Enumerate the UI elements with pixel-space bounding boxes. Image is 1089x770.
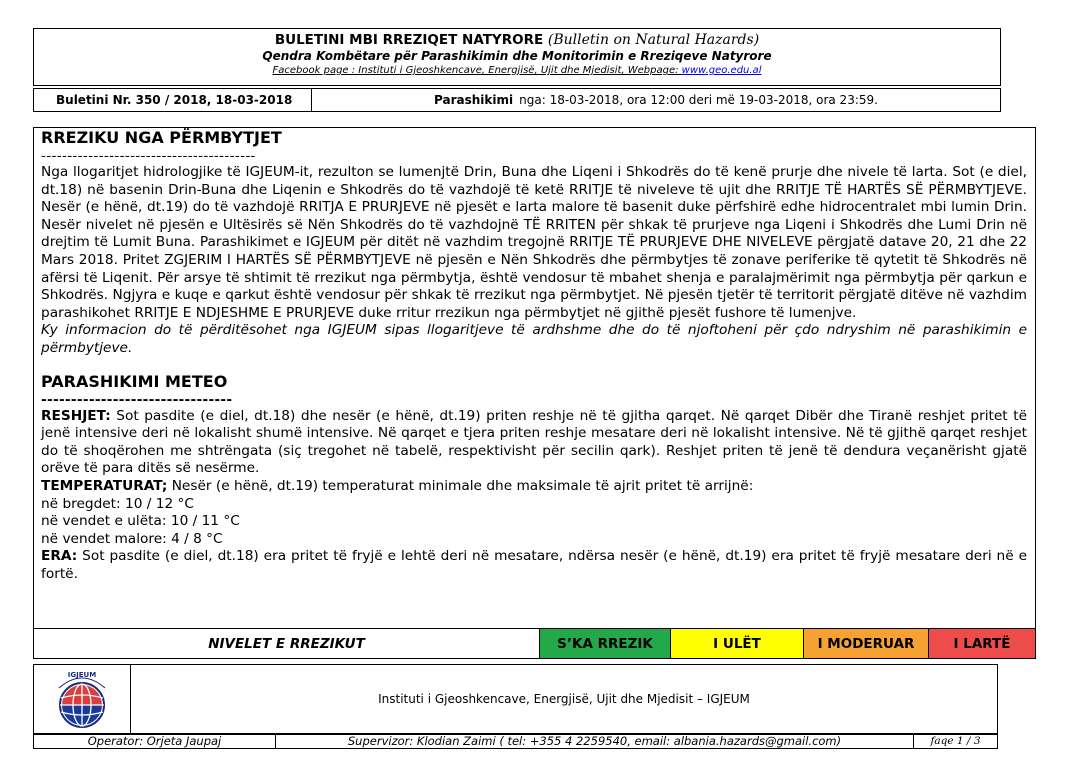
risk-level-moderate: I MODERUAR bbox=[803, 629, 928, 658]
links-line bbox=[34, 64, 1000, 77]
risk-level-none: S’KA RREZIK bbox=[539, 629, 670, 658]
page-number: faqe 1 / 3 bbox=[930, 735, 981, 747]
bulletin-header bbox=[33, 28, 1001, 86]
header-title-line bbox=[34, 32, 1000, 49]
rain-label: RESHJET: bbox=[41, 407, 111, 424]
temp-lowlands: në vendet e ulëta: 10 / 11 °C bbox=[41, 513, 240, 530]
forecast-period: nga: 18-03-2018, ora 12:00 deri më 19-03-2018, ora 23:59. bbox=[519, 93, 878, 107]
risk-levels-legend bbox=[33, 628, 1036, 659]
webpage-link[interactable]: www.geo.edu.al bbox=[681, 65, 762, 76]
wind-forecast bbox=[41, 548, 1027, 583]
forecast-period-cell bbox=[312, 89, 1000, 111]
flood-risk-text: Nga llogaritjet hidrologjike të IGJEUM-it, rezulton se lumenjtë Drin, Buna dhe Liqeni i Shkodrës do të kenë prurje dhe nivele të larta. Sot (e diel, dt.18) në basenin Drin-Buna dhe Liqenin e Shkodrës do të vazhdojë të ketë RRITJE të niveleve të ujit dhe RRITJE TË HARTËS SË PËRMBYTJEVE. Nesër (e hënë, dt.19) do të vazhdojë RRITJA E PRURJEVE në pjesët e larta malore të basenit duke përfshirë edhe hidrocentralet mbi lumin Drin. Nesër nivelet në pjesën e Ultësirës së Nën Shkodrës do të vazhdojnë TË RRITEN për shkak të prurjeve nga Liqeni i Shkodrës dhe Lumi Drin në drejtim të Lumit Buna. Parashikimet e IGJEUM për ditët në vazhdim tregojnë RRITJE TË PRURJEVE DHE NIVELEVE përgjatë datave 20, 21 dhe 22 Mars 2018. Pritet ZGJERIM I HARTËS SË PËRMBYTJEVE në pjesën e Nën Shkodrës dhe përmbytjes të zonave periferike të qytetit të Shkodrës në afërsi të Liqenit. Për arsye të shtimit të rrezikut nga përmbytja, është vendosur të mbahet shenja e paralajmërimit nga përmbytja për qarkun e Shkodrës. Ngjyra e kuqe e qarkut është vendosur për shkak të rrezikut nga përmbytjet. Në pjesën tjetër të territorit përgjatë ditëve në vazhdim parashikohet RRITJE E NDJESHME E PRURJEVE duke rritur rrezikun nga përmbytjet në gjithë pjesët fushore të lumenjve. bbox=[41, 164, 1027, 321]
flood-risk-heading: RREZIKU NGA PËRMBYTJET bbox=[41, 128, 282, 147]
facebook-link[interactable]: Facebook page : Instituti i Gjeoshkencave, Energjisë, Ujit dhe Mjedisit, Webpage: bbox=[272, 65, 682, 76]
risk-level-high: I LARTË bbox=[928, 629, 1035, 658]
rain-text: Sot pasdite (e diel, dt.18) dhe nesër (e hënë, dt.19) priten reshje në të gjitha qarqet. Në qarqet Dibër dhe Tiranë reshjet pritet të jenë intensive deri në lokalisht shumë intensive. Në qarqet e tjera priten reshje mesatare deri në lokalisht intensive. Në të gjithë qarqet reshjet do të shoqërohen me shtrëngata (siç tregohet në tabelë, respektivisht për secilin qark). Reshjet priten të jenë të dendura veçanërisht gjatë orëve të para ditës së nesërme. bbox=[41, 407, 1027, 477]
footer-institution bbox=[33, 664, 998, 734]
bulletin-title-english: (Bulletin on Natural Hazards) bbox=[547, 32, 760, 48]
flood-update-note: Ky informacion do të përditësohet nga IGJEUM sipas llogaritjeve të ardhshme dhe do të njoftoheni për çdo ndryshim në parashikimin e përmbytjeve. bbox=[41, 322, 1027, 356]
wind-label: ERA: bbox=[41, 548, 78, 565]
risk-level-low: I ULËT bbox=[670, 629, 803, 658]
bulletin-info-row bbox=[33, 88, 1001, 112]
meteo-forecast-heading: PARASHIKIMI METEO bbox=[41, 371, 228, 391]
temp-coast: në bregdet: 10 / 12 °C bbox=[41, 495, 194, 512]
flood-divider: ----------------------------------------- bbox=[41, 148, 256, 164]
operator-name: Operator: Orjeta Jaupaj bbox=[34, 735, 276, 748]
bulletin-number: Buletini Nr. 350 / 2018, 18-03-2018 bbox=[34, 89, 312, 111]
rain-forecast bbox=[41, 408, 1027, 478]
institution-name: Instituti i Gjeoshkencave, Energjisë, Ujit dhe Mjedisit – IGJEUM bbox=[378, 692, 750, 706]
footer-contacts bbox=[33, 734, 998, 749]
center-name: Qendra Kombëtare për Parashikimin dhe Monitorimin e Rreziqeve Natyrore bbox=[262, 49, 772, 63]
forecast-label: Parashikimi bbox=[434, 93, 514, 107]
bulletin-title: BULETINI MBI RREZIQET NATYRORE bbox=[274, 32, 544, 48]
igjeum-globe-icon bbox=[49, 668, 115, 730]
meteo-divider: -------------------------------- bbox=[41, 391, 233, 408]
temperature-text: Nesër (e hënë, dt.19) temperaturat minimale dhe maksimale të ajrit pritet të arrijnë: bbox=[167, 477, 754, 494]
logo-text: IGJEUM bbox=[67, 671, 97, 679]
wind-text: Sot pasdite (e diel, dt.18) era pritet të fryjë e lehtë deri në mesatare, ndërsa nesër (e hënë, dt.19) era pritet të fryjë mesatare deri në e fortë. bbox=[41, 548, 1027, 582]
igjeum-logo bbox=[34, 665, 131, 733]
supervisor-contact: Supervizor: Klodian Zaimi ( tel: +355 4 2259540, email: albania.hazards@gmail.com) bbox=[276, 735, 914, 748]
temperature-label: TEMPERATURAT; bbox=[41, 477, 168, 494]
temperature-forecast bbox=[41, 478, 1027, 496]
risk-levels-label: NIVELET E RREZIKUT bbox=[208, 635, 365, 652]
temp-mountains: në vendet malore: 4 / 8 °C bbox=[41, 530, 223, 547]
main-content bbox=[33, 127, 1036, 629]
